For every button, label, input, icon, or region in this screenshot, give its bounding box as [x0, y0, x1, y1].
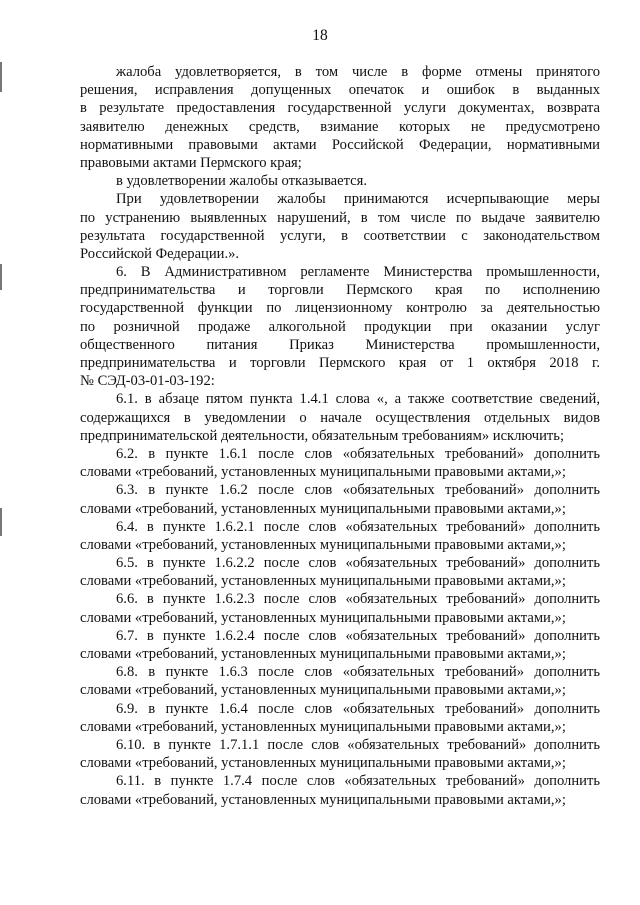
text-line: заявителю денежных средств, взимание которых не предусмотрено	[80, 118, 600, 135]
text-line: Российской Федерации.».	[80, 245, 240, 262]
text-line: 6.11. в пункте 1.7.4 после слов «обязательных требований» дополнить	[116, 773, 600, 790]
text-line: словами «требований, установленных муниципальными правовыми актами,»;	[80, 500, 566, 517]
text-line: решения, исправления допущенных опечаток и ошибок в выданных	[80, 82, 600, 99]
scan-margin-mark	[0, 264, 2, 290]
scan-margin-mark	[0, 508, 2, 536]
text-line: словами «требований, установленных муниципальными правовыми актами,»;	[80, 718, 566, 735]
text-line: 6.6. в пункте 1.6.2.3 после слов «обязательных требований» дополнить	[116, 591, 600, 608]
text-line: словами «требований, установленных муниципальными правовыми актами,»;	[80, 464, 566, 481]
text-line: по устранению выявленных нарушений, в том числе по выдаче заявителю	[80, 209, 600, 226]
text-line: предпринимательства и торговли Пермского края по исполнению	[80, 282, 600, 299]
text-line: государственной функции по лицензионному контролю за деятельностью	[80, 300, 600, 317]
text-line: в результате предоставления государственной услуги документах, возврата	[80, 100, 600, 117]
text-line: правовыми актами Пермского края;	[80, 154, 302, 171]
text-line: 6.8. в пункте 1.6.3 после слов «обязательных требований» дополнить	[116, 664, 600, 681]
page-number: 18	[312, 27, 328, 44]
text-line: № СЭД-03-01-03-192:	[80, 373, 215, 390]
text-line: результата государственной услуги, в соответствии с законодательством	[80, 227, 600, 244]
scan-margin-mark	[0, 62, 2, 92]
text-line: словами «требований, установленных муниципальными правовыми актами,»;	[80, 609, 566, 626]
text-line: предпринимательской деятельности, обязательным требованиям» исключить;	[80, 427, 565, 444]
text-line: словами «требований, установленных муниципальными правовыми актами,»;	[80, 791, 566, 808]
text-line: 6. В Административном регламенте Министерства промышленности,	[116, 264, 600, 281]
text-line: При удовлетворении жалобы принимаются исчерпывающие меры	[116, 191, 600, 208]
text-line: 6.10. в пункте 1.7.1.1 после слов «обязательных требований» дополнить	[116, 736, 600, 753]
text-line: 6.2. в пункте 1.6.1 после слов «обязательных требований» дополнить	[116, 445, 600, 462]
text-line: содержащихся в уведомлении о начале осуществления отдельных видов	[80, 409, 600, 426]
text-line: общественного питания Приказ Министерства промышленности,	[80, 336, 600, 353]
text-line: 6.3. в пункте 1.6.2 после слов «обязательных требований» дополнить	[116, 482, 600, 499]
text-line: 6.7. в пункте 1.6.2.4 после слов «обязательных требований» дополнить	[116, 627, 600, 644]
text-line: нормативными правовыми актами Российской Федерации, нормативными	[80, 136, 600, 153]
text-line: словами «требований, установленных муниципальными правовыми актами,»;	[80, 646, 566, 662]
text-line: по розничной продаже алкогольной продукции при оказании услуг	[80, 318, 600, 335]
text-line: словами «требований, установленных муниципальными правовыми актами,»;	[80, 536, 566, 553]
text-line: 6.1. в абзаце пятом пункта 1.4.1 слова «, а также соответствие сведений,	[116, 391, 600, 408]
text-line: жалоба удовлетворяется, в том числе в форме отмены принятого	[116, 64, 600, 80]
text-line: 6.4. в пункте 1.6.2.1 после слов «обязательных требований» дополнить	[116, 518, 600, 535]
text-line: словами «требований, установленных муниципальными правовыми актами,»;	[80, 573, 566, 590]
text-line: 6.9. в пункте 1.6.4 после слов «обязательных требований» дополнить	[116, 700, 600, 717]
text-line: 6.5. в пункте 1.6.2.2 после слов «обязательных требований» дополнить	[116, 555, 600, 572]
text-line: словами «требований, установленных муниципальными правовыми актами,»;	[80, 755, 566, 772]
document-body	[80, 63, 600, 809]
text-line: предпринимательства и торговли Пермского края от 1 октября 2018 г.	[80, 355, 600, 371]
text-line: в удовлетворении жалобы отказывается.	[116, 173, 368, 190]
text-line: словами «требований, установленных муниципальными правовыми актами,»;	[80, 682, 566, 699]
